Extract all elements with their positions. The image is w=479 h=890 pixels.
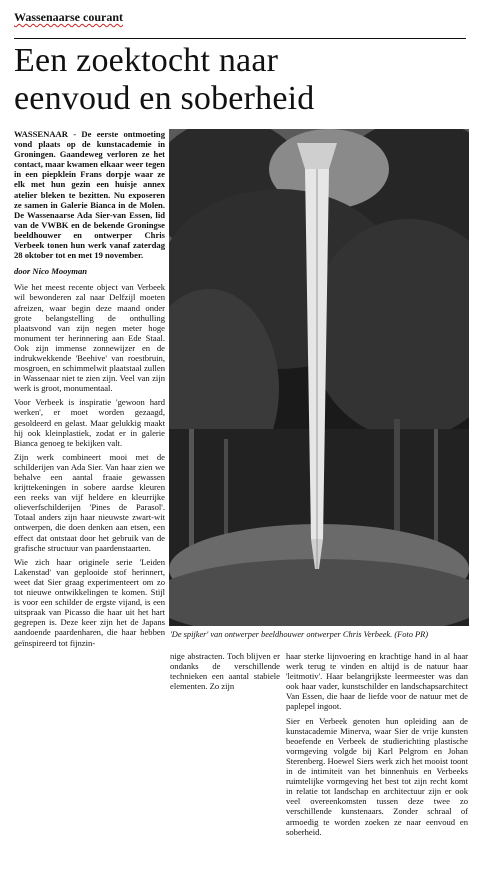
sculpture-photo (169, 129, 469, 626)
article-column-2 (170, 651, 280, 695)
article-column-3 (286, 651, 468, 841)
body-paragraph: Zijn werk combineert mooi met de schilderijen van Ada Sier. Van haar zien we behalve een aantal fraaie gewassen krijttekeningen in sobere aardse kleuren een reeks van vijf heldere en kleurrijke olieverfschilderijen 'Pines de Parasol'. Totaal anders zijn haar nieuwste zwart-wit ontwerpen, die doen denken aan etsen, een effect dat ontstaat door het gebruik van de grafische structuur van paardenstaarten. (14, 451, 165, 553)
photo-illustration (169, 129, 469, 626)
masthead: Wassenaarse courant (14, 10, 123, 24)
body-paragraph: Wie zich haar originele serie 'Leiden Lakenstad' van geplooide stof herinnert, weet dat Sier graag experimenteert om zo tot nieuwe ontwikkelingen te komen. Stijl is voor een schilder de ergste vijand, is een uitspraak van Picasso die haar uit het hart gegrepen is. Deze keer zijn het de Japans aandoende paardenharen, die haar hebben geïnspireerd tot fijnzin- (14, 556, 165, 648)
headline-line-1: Een zoektocht naar (14, 42, 279, 79)
body-paragraph: Sier en Verbeek genoten hun opleiding aan de kunstacademie Minerva, waar Sier de vrije kunsten beoefende en Verbeek de studierichting plastische vormgeving volgde bij Karl Pelgrom en Johan Sterenberg. Hoewel Siers werk zich het mooist toont in de intimiteit van het binnenhuis en Verbeeks ruimtelijke vormgeving het best tot zijn recht komt in relatie tot landschap en architectuur zijn er ook veel overeenkomsten tussen deze twee zo verschillende kunstenaars. Zonder schraal of armoedig te worden zoeken ze naar eenvoud en soberheid. (286, 715, 468, 837)
body-paragraph: Wie het meest recente object van Verbeek wil bewonderen zal naar Delfzijl moeten afreizen, waar begin deze maand onder grote belangstelling de onthulling plaatsvond van zijn negen meter hoge monument ter herinnering aan Ede Staal. Ook zijn immense zonnewijzer en de indrukwekkende 'Beehive' van roestbruin, mosgroen, en schimmelwit plaatstaal zullen in Wassenaar niet te zien zijn. Veel van zijn werk is groot, monumentaal. (14, 282, 165, 394)
masthead-rule (14, 38, 466, 39)
headline-line-2: eenvoud en soberheid (14, 80, 315, 117)
photo-caption: 'De spijker' van ontwerper beeldhouwer ontwerper Chris Verbeek. (Foto PR) (170, 630, 429, 639)
body-paragraph: nige abstracten. Toch blijven er ondanks de verschillende technieken een aantal stabiele elementen. Zo zijn (170, 651, 280, 692)
body-paragraph: haar sterke lijnvoering en krachtige hand in al haar werk terug te vinden en altijd is de natuur haar 'leitmotiv'. Haar belangrijkste leermeester was dan ook haar vader, kunstschilder en landschapsarchitect Van Essen, die haar de liefde voor de natuur met de paplepel ingoot. (286, 651, 468, 712)
body-paragraph: Voor Verbeek is inspiratie 'gewoon hard werken', er moet worden gezaagd, gesoldeerd en gelast. Maar gelukkig maakt hij ook kleinplastiek, zodat er in galerie Bianca genoeg te bekijken valt. (14, 397, 165, 448)
lead-paragraph: WASSENAAR - De eerste ontmoeting vond plaats op de kunstacademie in Groningen. Gaandeweg verloren ze het contact, maar kwamen elkaar weer tegen in een piepklein Frans dorpje waar ze elk met hun gezin een huisje annex atelier bleken te bezitten. Nu exposeren ze samen in Galerie Bianca in de Molen. De Wassenaarse Ada Sier-van Essen, lid van de VWBK en de bekende Groningse beeldhouwer en ontwerper Chris Verbeek tonen hun werk vanaf zaterdag 28 oktober tot en met 19 november. (14, 129, 165, 261)
article-column-1 (14, 129, 165, 652)
headline (14, 42, 314, 118)
byline: door Nico Mooyman (14, 266, 88, 277)
